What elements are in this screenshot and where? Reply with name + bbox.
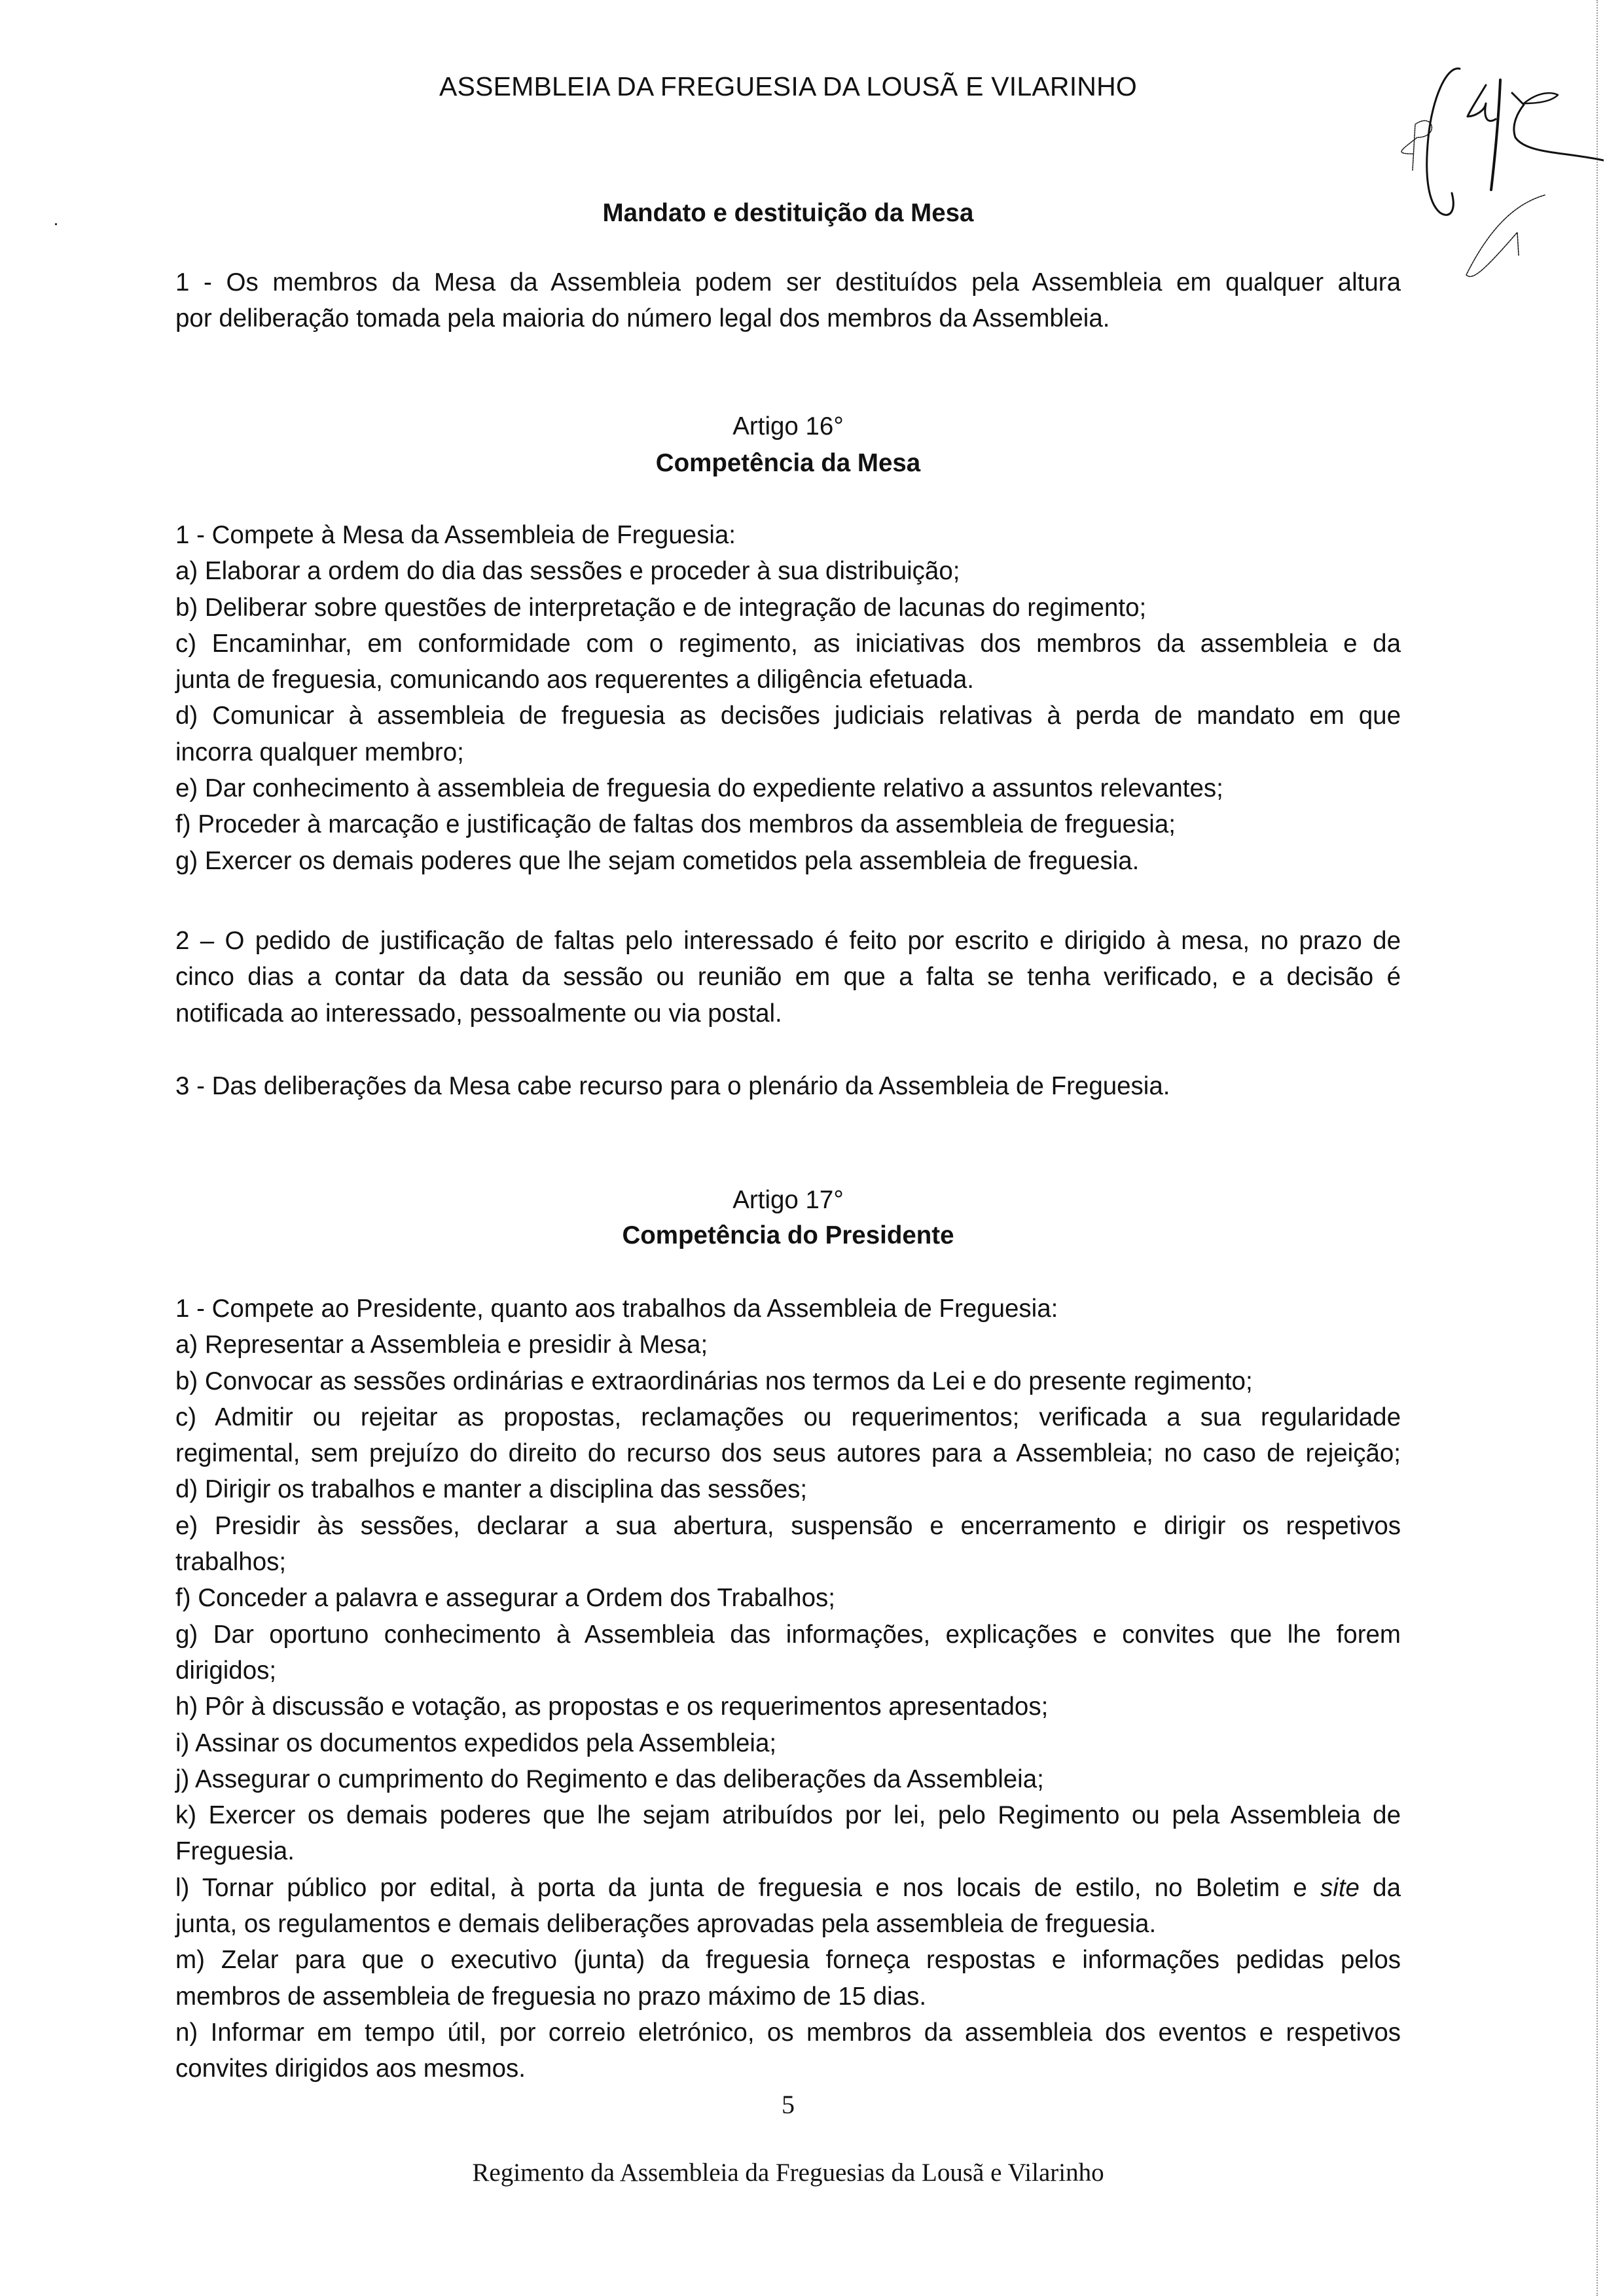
section-heading-mandato: Mandato e destituição da Mesa [602, 199, 974, 227]
list-item-d-cont: incorra qualquer membro; [175, 738, 464, 766]
list-item-k-cont: Freguesia. [175, 1837, 295, 1866]
italic-word: site [1320, 1873, 1360, 1902]
list-item-i: i) Assinar os documentos expedidos pela Assembleia; [175, 1729, 777, 1757]
paragraph-line: 1 - Os membros da Mesa da Assembleia podem ser destituídos pela Assembleia em qualquer altura [175, 268, 1401, 296]
initial-stroke-leaf [1524, 93, 1558, 103]
initial-stroke-hook [1468, 85, 1496, 121]
article-17-intro: 1 - Compete ao Presidente, quanto aos trabalhos da Assembleia de Freguesia: [175, 1295, 1058, 1323]
list-item-m: m) Zelar para que o executivo (junta) da freguesia forneça respostas e informações pedidas pelos [175, 1946, 1401, 1975]
article-16-title: Competência da Mesa [655, 449, 921, 477]
list-item-l: l) Tornar público por edital, à porta da junta de freguesia e nos locais de estilo, no Boletim e site da [175, 1873, 1401, 1902]
list-item-c: c) Encaminhar, em conformidade com o regimento, as iniciativas dos membros da assembleia e da [175, 629, 1401, 658]
list-item-j: j) Assegurar o cumprimento do Regimento e das deliberações da Assembleia; [175, 1765, 1044, 1793]
list-item-d: d) Comunicar à assembleia de freguesia as decisões judiciais relativas à perda de mandato em que [175, 702, 1401, 730]
initial-stroke-vertical [1491, 80, 1500, 190]
page-number: 5 [782, 2090, 795, 2119]
list-item-e: e) Dar conhecimento à assembleia de freguesia do expediente relativo a assuntos relevantes; [175, 774, 1223, 803]
list-item-e-cont: trabalhos; [175, 1548, 287, 1577]
article-17-number: Artigo 17° [732, 1186, 844, 1214]
list-item-c: c) Admitir ou rejeitar as propostas, reclamações ou requerimentos; verificada a sua regularidade [175, 1403, 1401, 1431]
list-item-n-cont: convites dirigidos aos mesmos. [175, 2054, 526, 2083]
list-item-h: h) Pôr à discussão e votação, as propostas e os requerimentos apresentados; [175, 1693, 1049, 1721]
paragraph-line: por deliberação tomada pela maioria do número legal dos membros da Assembleia. [175, 304, 1110, 333]
paragraph-line: 3 - Das deliberações da Mesa cabe recurso para o plenário da Assembleia de Freguesia. [175, 1072, 1170, 1100]
article-16-number: Artigo 16° [732, 412, 844, 440]
list-item-g: g) Exercer os demais poderes que lhe sejam cometidos pela assembleia de freguesia. [175, 846, 1140, 875]
paragraph-line: notificada ao interessado, pessoalmente ou via postal. [175, 999, 782, 1028]
list-item-m-cont: membros de assembleia de freguesia no prazo máximo de 15 dias. [175, 1982, 927, 2011]
mandato-paragraph-1 [175, 264, 1401, 337]
list-item-b: b) Convocar as sessões ordinárias e extraordinárias nos termos da Lei e do presente regimento; [175, 1367, 1253, 1395]
running-header: ASSEMBLEIA DA FREGUESIA DA LOUSÃ E VILARINHO [439, 71, 1138, 101]
article-17-title: Competência do Presidente [622, 1221, 954, 1249]
list-item-f: f) Proceder à marcação e justificação de faltas dos membros da assembleia de freguesia; [175, 810, 1176, 839]
article-17-body [175, 1291, 1401, 2087]
article-16-intro: 1 - Compete à Mesa da Assembleia de Freguesia: [175, 521, 736, 549]
list-item-n: n) Informar em tempo útil, por correio eletrónico, os membros da assembleia dos eventos e respetivos [175, 2018, 1401, 2047]
initial-stroke-diagonal [1466, 195, 1545, 276]
footer-document-title: Regimento da Assembleia da Freguesias da Lousã e Vilarinho [472, 2159, 1104, 2187]
list-item-k: k) Exercer os demais poderes que lhe sejam atribuídos por lei, pelo Regimento ou pela Assembleia de [175, 1801, 1401, 1830]
list-item-c-cont: regimental, sem prejuízo do direito do recurso dos seus autores para a Assembleia; no caso de rejeição; [175, 1439, 1401, 1468]
list-item-a: a) Elaborar a ordem do dia das sessões e proceder à sua distribuição; [175, 557, 960, 586]
handwritten-initials-icon [1355, 39, 1604, 288]
scan-speck [55, 223, 57, 225]
paragraph-line: 2 – O pedido de justificação de faltas pelo interessado é feito por escrito e dirigido à mesa, no prazo de [175, 927, 1401, 955]
list-item-a: a) Representar a Assembleia e presidir à Mesa; [175, 1331, 708, 1359]
article-16-paragraph-2 [175, 923, 1401, 1031]
article-16-paragraph-3 [175, 1068, 1401, 1104]
scan-edge-dotted-line [1597, 0, 1598, 2296]
list-item-g-cont: dirigidos; [175, 1656, 277, 1685]
list-item-b: b) Deliberar sobre questões de interpretação e de integração de lacunas do regimento; [175, 593, 1147, 622]
list-item-f: f) Conceder a palavra e assegurar a Ordem dos Trabalhos; [175, 1584, 835, 1613]
paragraph-line: cinco dias a contar da data da sessão ou reunião em que a falta se tenha verificado, e a decisão é [175, 963, 1401, 992]
list-item-g: g) Dar oportuno conhecimento à Assembleia das informações, explicações e convites que lhe forem [175, 1620, 1401, 1649]
article-16-body [175, 517, 1401, 879]
initial-stroke-loop-large [1427, 69, 1460, 215]
list-item-c-cont: junta de freguesia, comunicando aos requerentes a diligência efetuada. [175, 666, 975, 694]
list-item-d: d) Dirigir os trabalhos e manter a disciplina das sessões; [175, 1475, 808, 1504]
list-item-e: e) Presidir às sessões, declarar a sua abertura, suspensão e encerramento e dirigir os respetivos [175, 1511, 1401, 1540]
list-item-l-cont: junta, os regulamentos e demais deliberações aprovadas pela assembleia de freguesia. [175, 1910, 1157, 1939]
